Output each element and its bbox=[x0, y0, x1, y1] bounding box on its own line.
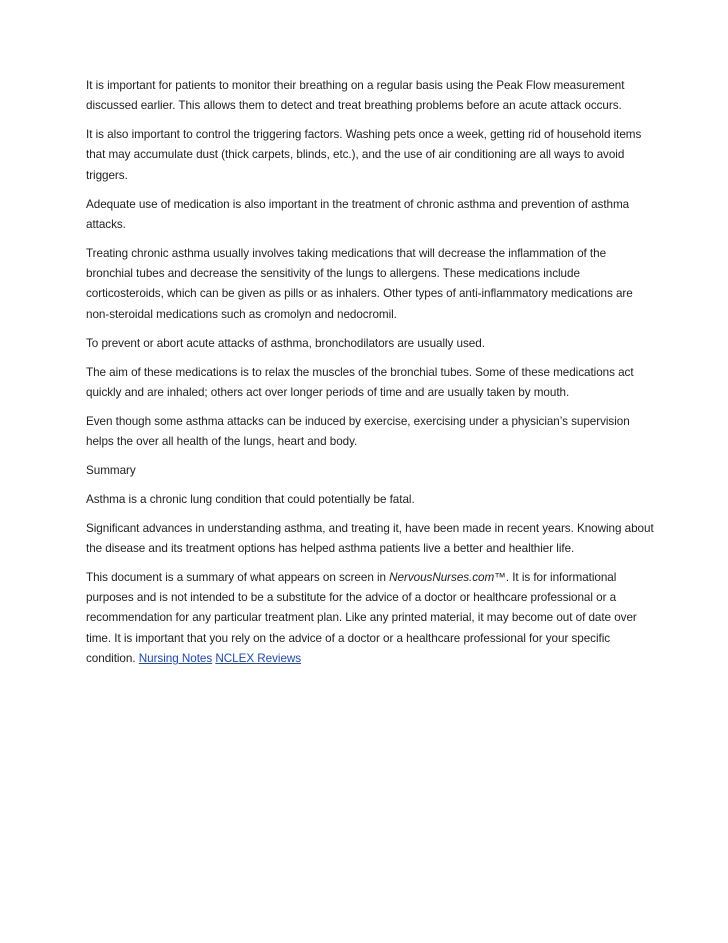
disclaimer-text-before: This document is a summary of what appears on screen in bbox=[86, 570, 390, 584]
paragraph-advances: Significant advances in understanding asthma, and treating it, have been made in recent years. Knowing about the disease and its treatment options has helped asthma patients live a better and healthier life. bbox=[86, 521, 654, 555]
nclex-reviews-link[interactable]: NCLEX Reviews bbox=[215, 652, 302, 666]
paragraph-bronchodilators: To prevent or abort acute attacks of asthma, bronchodilators are usually used. bbox=[86, 336, 485, 350]
paragraph-summary-chronic: Asthma is a chronic lung condition that could potentially be fatal. bbox=[86, 492, 415, 506]
paragraph-exercise: Even though some asthma attacks can be induced by exercise, exercising under a physician’s supervision helps the over all health of the lungs, heart and body. bbox=[86, 414, 630, 449]
paragraph-disclaimer bbox=[86, 568, 654, 669]
disclaimer-text-after: . It is for informational purposes and is not intended to be a substitute for the advice of a doctor or healthcare professional or a recommendation for any particular treatment plan. Like any printed material, it may become out of date over time. It is important that you rely on the advice of a doctor or a healthcare professional for your specific condition. bbox=[86, 570, 637, 666]
paragraph-peak-flow: It is important for patients to monitor their breathing on a regular basis using the Peak Flow measurement discussed earlier. This allows them to detect and treat breathing problems before an acute attack occurs. bbox=[86, 79, 625, 113]
paragraph-medication-aim: The aim of these medications is to relax the muscles of the bronchial tubes. Some of these medications act quickly and are inhaled; others act over longer periods of time and are usually taken by mouth. bbox=[86, 365, 634, 399]
paragraph-medication-use: Adequate use of medication is also important in the treatment of chronic asthma and prevention of asthma attacks. bbox=[86, 197, 630, 231]
paragraph-triggering-factors: It is also important to control the triggering factors. Washing pets once a week, getting rid of household items that may accumulate dust (thick carpets, blinds, etc.), and the use of air conditioning are all ways to avoid triggers. bbox=[86, 128, 642, 182]
document-page bbox=[86, 76, 654, 678]
paragraph-chronic-treatment: Treating chronic asthma usually involves taking medications that will decrease the inflammation of the bronchial tubes and decrease the sensitivity of the lungs to allergens. These medications include corticosteroids, which can be given as pills or as inhalers. Other types of anti-inflammatory medications are non-steroidal medications such as cromolyn and nedocromil. bbox=[86, 246, 633, 321]
section-heading-summary: Summary bbox=[86, 463, 136, 477]
site-name: NervousNurses.com™ bbox=[389, 570, 506, 584]
nursing-notes-link[interactable]: Nursing Notes bbox=[138, 652, 213, 666]
